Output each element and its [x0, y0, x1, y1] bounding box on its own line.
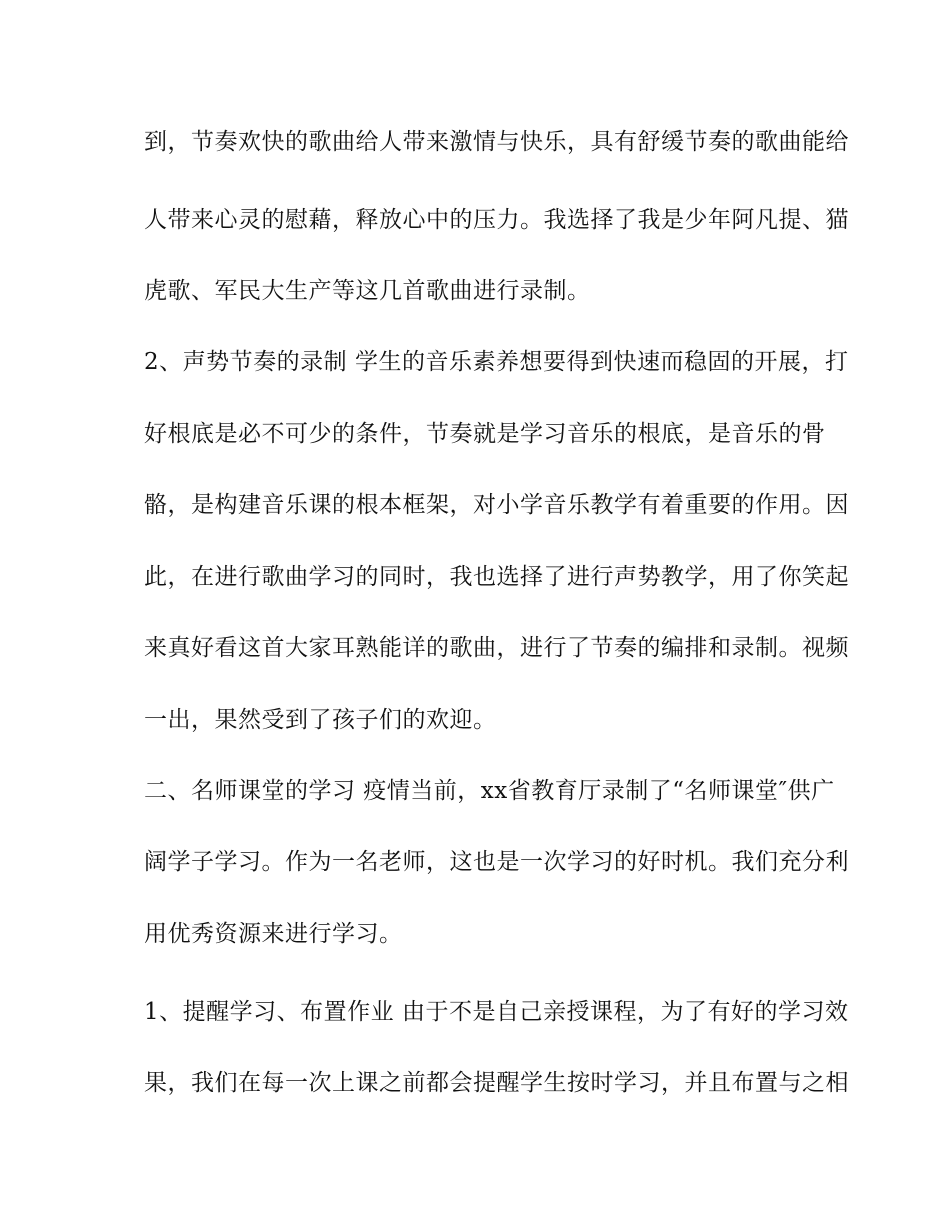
text-line: 虎歌、军民大生产等这几首歌曲进行录制。: [144, 278, 591, 304]
text-line: 二、名师课堂的学习 疫情当前，xx省教育厅录制了“名师课堂″供广: [144, 778, 835, 804]
text-line: 到，节奏欢快的歌曲给人带来激情与快乐，具有舒缓节奏的歌曲能给: [144, 129, 849, 155]
text-line: 1、提醒学习、布置作业 由于不是自己亲授课程，为了有好的学习效: [144, 999, 849, 1025]
text-line: 人带来心灵的慰藉，释放心中的压力。我选择了我是少年阿凡提、猫: [144, 207, 849, 233]
text-line: 一出，果然受到了孩子们的欢迎。: [144, 707, 497, 733]
text-line: 骼，是构建音乐课的根本框架，对小学音乐教学有着重要的作用。因: [144, 492, 849, 518]
text-line: 阔学子学习。作为一名老师，这也是一次学习的好时机。我们充分利: [144, 849, 849, 875]
text-line: 好根底是必不可少的条件，节奏就是学习音乐的根底，是音乐的骨: [144, 421, 826, 447]
text-line: 此，在进行歌曲学习的同时，我也选择了进行声势教学，用了你笑起: [144, 564, 849, 590]
text-line: 果，我们在每一次上课之前都会提醒学生按时学习，并且布置与之相: [144, 1070, 849, 1096]
text-line: 来真好看这首大家耳熟能详的歌曲，进行了节奏的编排和录制。视频: [144, 635, 849, 661]
text-line: 用优秀资源来进行学习。: [144, 921, 403, 947]
text-line: 2、声势节奏的录制 学生的音乐素养想要得到快速而稳固的开展，打: [144, 349, 849, 375]
